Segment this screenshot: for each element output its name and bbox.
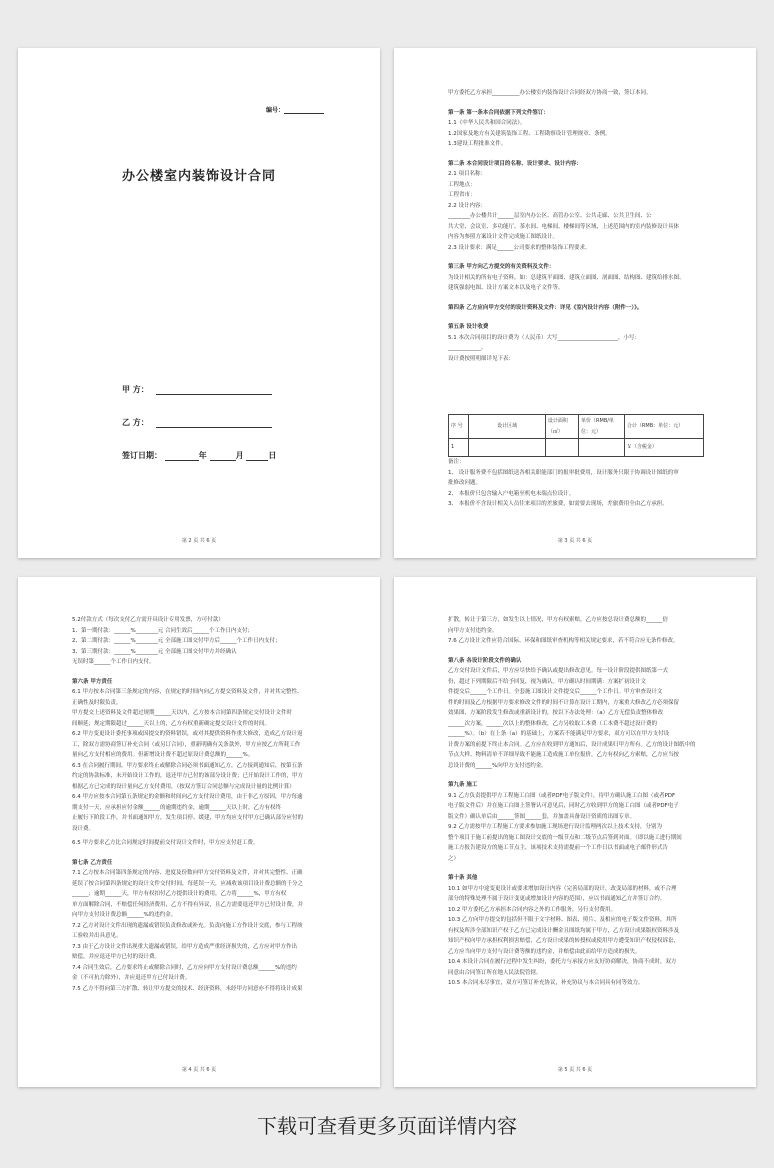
text-line: 6.1 甲方按本合同第三条规定的内容，在规定的时间内向乙方提交资料及文件，并对其完整性、: [72, 689, 303, 695]
table-cell: [545, 439, 578, 457]
month-label: 月: [235, 451, 244, 460]
text-line: 根据乙方已完成的设计量向乙方支付费用，（按双方签订合同总额与完成设计量的比例计算）: [72, 783, 295, 790]
party-a-row: [122, 384, 272, 395]
text-line: 2.1 项目名称：: [448, 171, 486, 177]
text-line: 总设计费的______%向甲方支付违约金。: [448, 762, 547, 769]
table-header-cell: 序 号: [449, 415, 469, 439]
text-line: 6.2 甲方变更设计委托事项或因提交的资料错误，或对其提供资料作重大修改，造成乙方设计返: [72, 731, 303, 737]
text-line: ____________。: [448, 345, 487, 351]
text-line: 件提交后______个工作日。全套施工图设计文件提交后______个工作日。甲方审查设计文: [448, 689, 663, 695]
text-line: 工程地点：: [448, 181, 476, 188]
text-line: [448, 647, 706, 651]
text-line: 电子版文件后）并在施工白图上签署认可意见后，同时乙方收到甲方的施工白图（或者PDF电子: [448, 803, 679, 809]
text-line: 6.5 甲方要求乙方比合同规定时间提前交付设计文件时，甲方应支付赶工费。: [72, 840, 259, 846]
text-line: 6.3 在合同履行期间，甲方要求终止或解除合同必须书面通知乙方，乙方接到通知后，按第五条: [72, 762, 303, 769]
text-line: 内容为参照方案设计文件完成施工图纸设计。: [448, 234, 559, 240]
text-line: 间顺延；规定期限超过______天以上的，乙方有权重新确定提交设计文件的时间。: [72, 720, 271, 727]
document-page-3: [394, 48, 756, 558]
text-line: 备注：: [448, 459, 465, 465]
text-line: 工验收并出具意见。: [72, 933, 122, 939]
text-line: 设计费按照明细详见下表：: [448, 355, 515, 362]
text-line: 2、 本报价只包含输入户电箱至机电末端点位设计。: [448, 490, 575, 497]
text-line: [448, 150, 704, 154]
text-line: 有权及所涉全部知识产权于乙方已完成设计酬金且图纸均属于甲方，乙方设计成果版权资料涉及: [448, 927, 680, 934]
text-line: 止履行下阶段工作，并书面通知甲方，发生项目停、缓建，甲方均应支付甲方已确认部分应付的: [72, 815, 304, 821]
section-heading: 第一条 第一条本合同依据下列文件签订：: [448, 109, 549, 116]
text-line: 知识产权向甲方承担权利损害赔偿，乙方设计成果的转授权或使用甲方遭受知识产权侵权诉讼，: [448, 938, 680, 944]
text-line: 7.1 乙方按本合同第四条规定的内容、进度及份数向甲方交付资料及文件，并对其完整性、正确: [72, 870, 303, 876]
section-heading: 第六条 甲方责任: [72, 678, 113, 685]
section-heading: 第八条 各设计阶段文件的确认: [448, 657, 522, 664]
party-b-label: 乙 方：: [122, 418, 149, 427]
page-4-body: [72, 615, 330, 994]
text-line: 批修改问题。: [448, 480, 482, 486]
text-line: 乙方交付设计文件后，甲方应尽快给予确认或提出修改意见。每一设计阶段提供图纸第一式: [448, 668, 669, 674]
text-line: 约定的协款标准，未开始设计工作的，退还甲方已付的该部分设计费；已开始设计工作的，甲方: [72, 773, 304, 779]
text-line: 整个项目于施工前提出的施工图设计交底的一级节点和二级节点后签到对面。（即以施工进行期间: [448, 834, 682, 841]
sign-date-row: [122, 450, 276, 461]
document-page-4: [18, 577, 380, 1087]
text-line: 计费方案的前提下终止本合同。乙方应在收到甲方通知后，设计成果归甲方所有。乙方的设计图纸中的: [448, 741, 696, 748]
text-line: [448, 864, 706, 868]
table-header-cell: 设计区域: [469, 415, 546, 439]
text-line: 效果图、方案阶段发生修改或重新设计的，按以下办法处理：（a）乙方无偿负责整体修改: [448, 710, 664, 716]
party-a-blank: [156, 385, 272, 395]
text-line: 无误时第______个工作日内支付。: [72, 659, 155, 665]
text-line: 9.1 乙方负责提供甲方工程施工白图（或者PDF电子版文件），待甲方确认施工白图（或者PDF: [448, 792, 676, 799]
text-line: 扩散，转让于第三方，如发生以上情况，甲方有权索赔，乙方应按总设计费总额的______倍: [448, 617, 669, 623]
text-line: 1.3建设工程批准文件。: [448, 141, 507, 147]
text-line: 甲方提交上述资料及文件超过规期______天以内，乙方按本合同第四条规定交付设计文件时: [72, 710, 293, 716]
section-heading: 第三条 甲方向乙方提交的有关资料及文件：: [448, 264, 555, 270]
section-heading: 第十条 其他: [448, 875, 478, 881]
text-line: 6.4 甲方应按本合同第五条规定的金额和时间向乙方支付设计费用，由于非乙方原因，甲方每逾: [72, 794, 303, 800]
party-b-blank: [156, 418, 272, 428]
text-line: [448, 771, 706, 775]
text-line: 2.3 设计要求：满足______公司要求的整体装饰工程要求。: [448, 244, 591, 251]
section-heading: 第九条 施工: [448, 782, 478, 788]
section-heading: 第二条 本合同设计项目的名称、设计要求、设计内容：: [448, 160, 582, 167]
text-line: 量向乙方支付相应的费用。但新增设计费不超过原设计费总额的______%。: [72, 752, 254, 758]
document-page-cover: [18, 48, 380, 558]
day-label: 日: [268, 451, 277, 460]
text-line: 部分的特殊处理不属于设计变更或增加设计内容的范围），应以书面通知乙方并签订合约。: [448, 896, 666, 902]
text-line: 1.1《中华人民共和国合同法》。: [448, 120, 526, 126]
table-cell: ￥（含税金）: [624, 439, 703, 457]
text-line: 7.5 乙方不得向第三方扩散、转让甲方提交的技术、经济资料，未经甲方同意亦不得将设计成果: [72, 985, 303, 992]
contract-number-label: [266, 104, 324, 114]
text-line: 工程省市：: [448, 192, 476, 198]
text-line: [72, 668, 330, 672]
contract-title: 办公楼室内装饰设计合同: [121, 169, 276, 184]
table-header-cell: 单价（RMB/单位：元）: [579, 415, 625, 439]
text-line: [448, 253, 704, 257]
text-line: 节点大样、物料清单不详细导致不能施工造成施工单位报价，乙方有权向乙方索赔，乙方应当按: [448, 752, 680, 758]
text-line: 5.2付款方式（每次支付乙方需开具设计专用发票，方可付款）: [72, 617, 224, 623]
text-line: 期支付一天，应承担应付金额______的逾期违约金，逾期______天以上时，乙方有权终: [72, 804, 282, 811]
year-blank: [165, 451, 199, 461]
page-footer: 第 2 页 共 6 页: [181, 538, 217, 544]
text-line: ________办公楼共计______层室内办公区、高管办公室、公共走廊、公共卫生间、公: [448, 213, 652, 219]
text-line: 同意由合同签订所在地人民法院管辖。: [448, 969, 542, 976]
text-line: 10.4 本设计合同在履行过程中发生纠纷，委托方与承接方应友好协商解决，协商不成时，双方: [448, 959, 677, 965]
party-a-label: 甲 方：: [122, 385, 149, 394]
text-line: 建筑强弱电图、设计方案文本以及电子文件等。: [448, 285, 564, 291]
text-line: 7.6 乙方设计文件应符合国际、环保和图纸审查机构等相关规定要求，若不符合应无条件修改。: [448, 638, 679, 644]
fee-table: [448, 414, 704, 457]
text-line: 3、第三期付款：______%________元 全部施工图交付甲方并经确认: [72, 648, 237, 655]
text-line: 工，除双方需协商签订补充合同（或另订合同），重新明确有关条款外，甲方应按乙方所耗工作: [72, 741, 301, 748]
text-line: 向甲方支付设计费总额______%的违约金。: [72, 912, 177, 918]
text-line: 乙方应当向甲方支付与设计费等额的违约金，并赔偿由此而给甲方造成的损失。: [448, 948, 641, 955]
text-line: 设计费。: [72, 825, 95, 832]
year-label: 年: [198, 451, 207, 460]
party-b-row: [122, 417, 272, 428]
page-5-body: [448, 615, 706, 989]
number-label-text: 编号：: [265, 107, 284, 114]
text-line: 共大堂、会议室、多功能厅、茶水间、电梯间、楼梯间等区域，上述范围内的室内装修设计具体: [448, 223, 680, 230]
text-line: 件的时间及乙方根据甲方要求修改文件的时间不计算在设计工期内，方案重大修改乙方必须保留: [448, 699, 680, 706]
sign-date-label: 签订日期：: [122, 451, 162, 460]
text-line: 延误了按合同第四条规定的设计文件交付时间，每延误一天，应减收该项目设计费总额的千分之: [72, 880, 304, 887]
text-line: 向甲方支付违约金。: [448, 627, 498, 634]
table-cell: 1: [449, 439, 469, 457]
text-line: ______；逾期______天，甲方有权扣付乙方提供设计的费用，乙方将______%，甲方有权: [72, 891, 287, 897]
text-line: 2、第二期付款：______%________元 全部施工图交付甲方后______个工作日内支付；: [72, 638, 281, 644]
table-cell: [469, 439, 546, 457]
table-cell: [579, 439, 625, 457]
text-line: 7.2 乙方对设计文件出现的遗漏或错误负责修改或补充。负责向施工方作设计交底，参与工程竣: [72, 922, 303, 929]
text-line: 施工方报告建设方的施工节点主，该项技术支持需提前一个工作日以书面或电子邮件形式告: [448, 845, 669, 851]
text-line: [448, 294, 704, 298]
text-line: [72, 849, 330, 853]
text-line: 2.2 设计内容：: [448, 202, 486, 209]
text-line: 10.1 如甲方中途变更设计或要求增加设计内容（完善局部的设计，改变局部的材料，或不合理: [448, 885, 677, 892]
text-line: 1、第一期付款：______%________元 合同生效后______个工作日内支付；: [72, 627, 253, 634]
page-footer: 第 5 页 共 6 页: [557, 1067, 593, 1073]
text-line: 10.3 乙方向甲方提交的包括但不限于文字材料、图表、照片、及相应的电子版文件资料，其所: [448, 917, 677, 923]
table-row: [449, 439, 704, 457]
section-heading: 第五条 设计收费: [448, 324, 489, 330]
table-header-cell: 设计面积（㎡）: [545, 415, 578, 439]
text-line: ______次方案，______次以上的整体修改，乙方另收取工本费（工本费不超过设计费的: [448, 720, 658, 727]
text-line: 赔偿，并应退还甲方已付的设计费。: [72, 954, 161, 960]
text-line: 份，超过下列期限后不给予回复，视为确认。甲方确认时间期满：方案扩初设计文: [448, 678, 647, 685]
text-line: 1、 设计服务费不包括图纸送各相关职能部门的报审批费用，设计服务只限于协调设计图纸的审: [448, 469, 679, 476]
page-3-body: [448, 88, 704, 364]
text-line: 1.2国家及地方有关建筑装饰工程、工程勘察设计管理规章、条例。: [448, 130, 611, 137]
text-line: ______%）。（b）在上条（a）的基础上，方案若不能满足甲方要求，双方可以在甲方支付设: [448, 731, 670, 737]
text-line: 7.3 由于乙方设计文件出现重大遗漏或错误，给甲方造成严重经济损失的，乙方应对甲方作出: [72, 943, 297, 950]
text-line: 之）: [448, 855, 460, 862]
number-blank: [284, 104, 324, 114]
text-line: 9.2 乙方需按甲方工程施工方要求参加施工现场进行设计监理两次以上技术支持，分别为: [448, 824, 662, 830]
text-line: 3、 本报价不含设计相关人员往来项目的差旅费，如需要去现场，差旅费用全由乙方承担。: [448, 501, 668, 507]
text-line: 7.4 合同生效后，乙方要求终止或解除合同时，乙方应向甲方支付设计费总额______%的违约: [72, 964, 297, 971]
download-more-banner[interactable]: 下载可查看更多页面详情内容: [257, 1114, 517, 1138]
day-blank: [246, 451, 268, 461]
text-line: 10.2 甲方委托乙方承担本合同内容之外的工作服务，另行支付费用。: [448, 906, 616, 913]
text-line: 金（不可抗力除外），并应退还甲方已付设计费。: [72, 975, 191, 981]
text-line: 为设计相关的所有电子资料，如：总建筑平面图、建筑立面图、剖面图、结构图、建筑给排水图、: [448, 274, 685, 281]
text-line: 5.1 本次合同项目的设计费为（人民币）大写______________________，小写：: [448, 334, 640, 341]
fee-table-wrap: [448, 412, 704, 457]
month-blank: [210, 451, 236, 461]
document-page-5: [394, 577, 756, 1087]
text-line: 正确性及时限负责。: [72, 699, 122, 706]
text-line: 甲方委托乙方承担__________办公楼室内装饰设计合同经双方协商一致，签订本同。: [448, 90, 652, 96]
text-line: [448, 313, 704, 317]
page-footer: 第 3 页 共 6 页: [557, 538, 593, 544]
text-line: [448, 99, 704, 103]
page-footer: 第 4 页 共 6 页: [181, 1067, 217, 1073]
section-heading: 第四条 乙方应向甲方交付的设计资料及文件：详见《室内设计内容（附件一）》。: [448, 304, 643, 311]
text-line: 单方面解除合同，不赔偿任何经济费用，乙方不得有异议，且乙方需要退还甲方已付设计费，并: [72, 901, 304, 908]
fee-table-header-row: [449, 415, 704, 439]
section-heading: 第七条 乙方责任: [72, 859, 113, 866]
table-header-cell: 合计（RMB：单位：元）: [624, 415, 703, 439]
fee-notes: [448, 457, 704, 510]
text-line: 版文件）确认单后由______签图______套，并加盖具备设计资质的出图专章。: [448, 813, 636, 820]
text-line: 10.5 本合同未尽事宜，双方可签订补充协议，补充协议与本合同具有同等效力。: [448, 980, 644, 986]
